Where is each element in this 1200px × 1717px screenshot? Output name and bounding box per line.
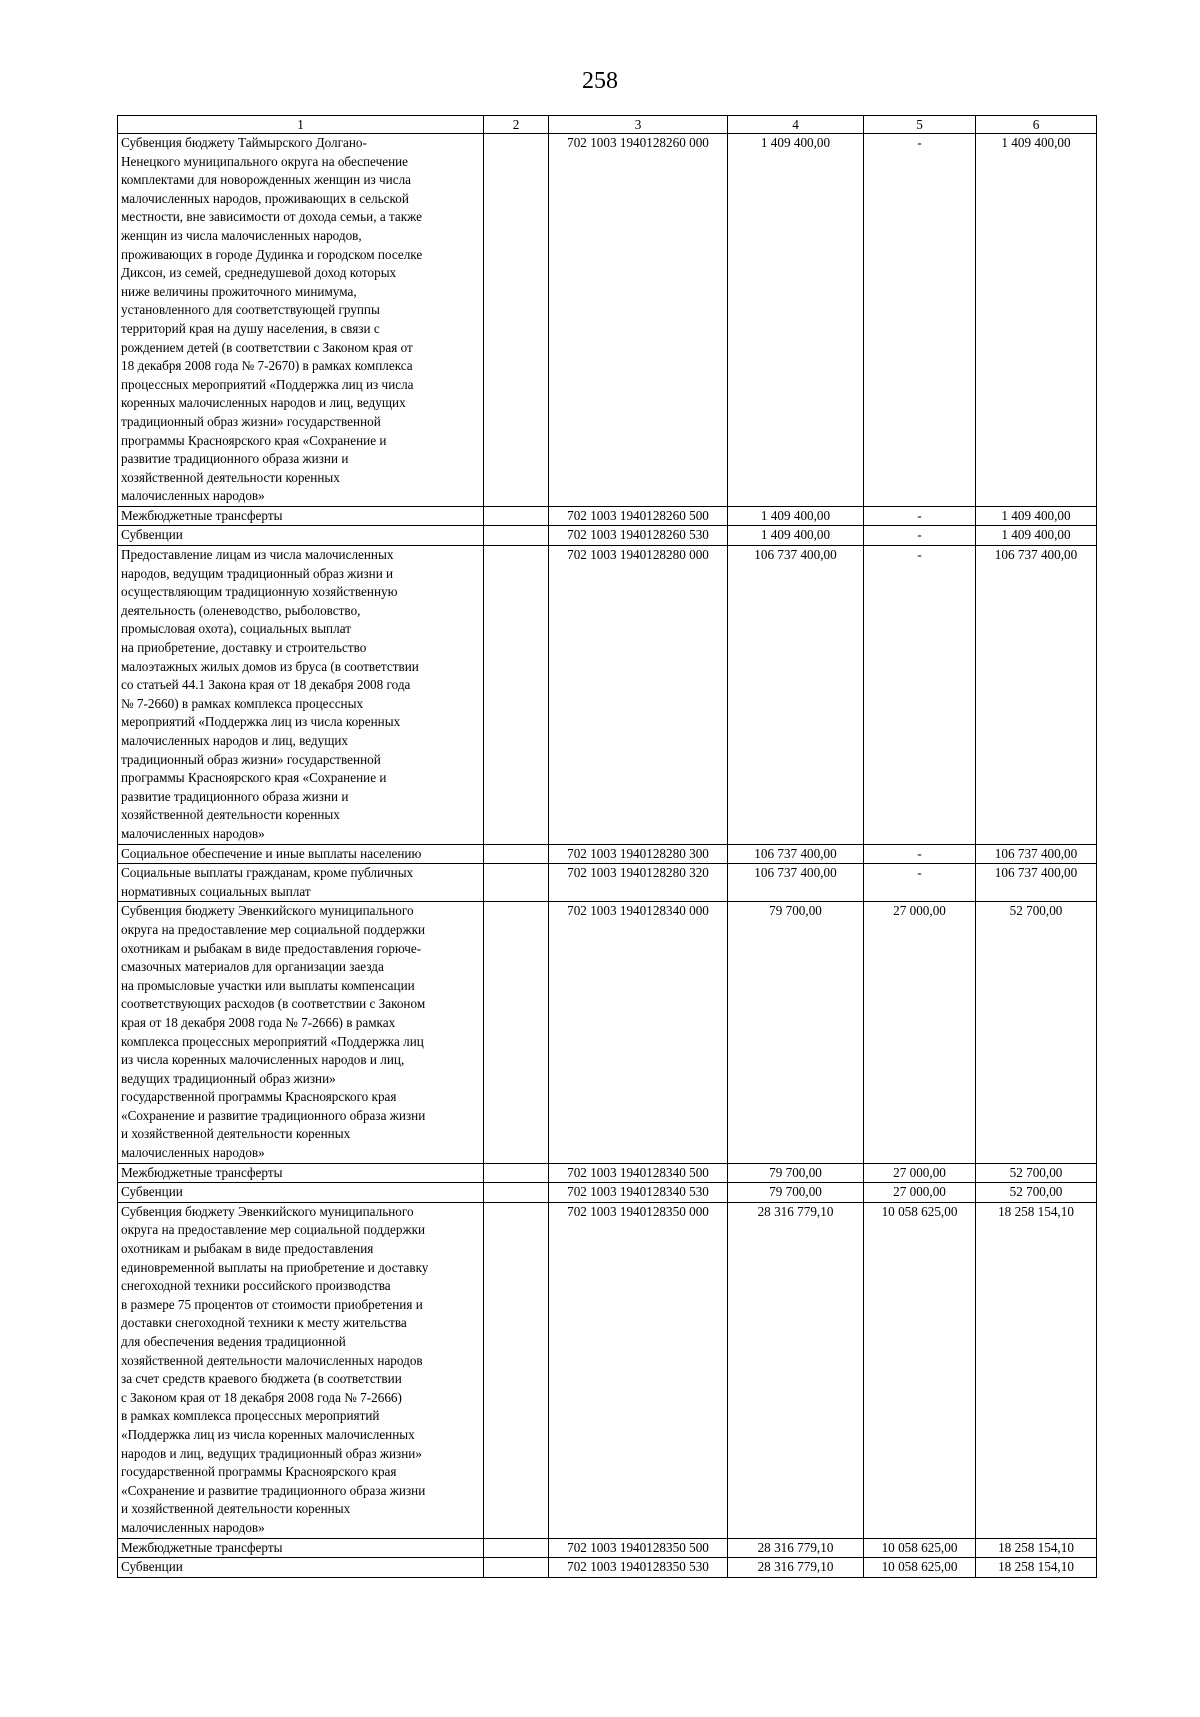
header-col-4: 4: [728, 116, 864, 134]
row-col-4-amount: 28 316 779,10: [728, 1538, 864, 1558]
row-col-6-amount: 1 409 400,00: [976, 134, 1097, 507]
row-description: Субвенции: [118, 526, 484, 546]
table-row: [118, 864, 1097, 902]
row-description: Субвенция бюджету Таймырского Долгано- Ненецкого муниципального округа на обеспечение комплектами для новорожденных женщин из числа малочисленных народов, проживающих в сельской местности, вне зависимости от дохода семьи, а также женщин из числа малочисленных народов, проживающих в городе Дудинка и городском поселке Диксон, из семей, среднедушевой доход которых ниже величины прожиточного минимума, установленного для соответствующей группы территорий края на душу населения, в связи с рождением детей (в соответствии с Законом края от 18 декабря 2008 года № 7-2670) в рамках комплекса процессных мероприятий «Поддержка лиц из числа коренных малочисленных народов и лиц, ведущих традиционный образ жизни» государственной программы Красноярского края «Сохранение и развитие традиционного образа жизни и хозяйственной деятельности коренных малочисленных народов»: [118, 134, 484, 507]
row-col-6-amount: 18 258 154,10: [976, 1202, 1097, 1538]
row-col-2: [484, 546, 549, 845]
row-budget-code: 702 1003 1940128350 500: [549, 1538, 728, 1558]
row-col-6-amount: 18 258 154,10: [976, 1558, 1097, 1578]
row-col-2: [484, 526, 549, 546]
row-col-6-amount: 52 700,00: [976, 1163, 1097, 1183]
row-description: Социальное обеспечение и иные выплаты населению: [118, 844, 484, 864]
row-budget-code: 702 1003 1940128260 530: [549, 526, 728, 546]
row-col-5-amount: -: [864, 526, 976, 546]
row-col-2: [484, 1558, 549, 1578]
row-budget-code: 702 1003 1940128260 500: [549, 506, 728, 526]
row-col-5-amount: 27 000,00: [864, 1183, 976, 1203]
row-budget-code: 702 1003 1940128340 000: [549, 902, 728, 1163]
row-description: Субвенции: [118, 1183, 484, 1203]
table-row: [118, 1183, 1097, 1203]
row-col-4-amount: 1 409 400,00: [728, 134, 864, 507]
row-col-2: [484, 134, 549, 507]
header-col-6: 6: [976, 116, 1097, 134]
row-col-2: [484, 844, 549, 864]
header-col-5: 5: [864, 116, 976, 134]
row-budget-code: 702 1003 1940128340 500: [549, 1163, 728, 1183]
row-budget-code: 702 1003 1940128280 000: [549, 546, 728, 845]
row-col-6-amount: 106 737 400,00: [976, 546, 1097, 845]
table-row: [118, 506, 1097, 526]
row-col-5-amount: 27 000,00: [864, 1163, 976, 1183]
table-row: [118, 1558, 1097, 1578]
row-col-5-amount: 10 058 625,00: [864, 1558, 976, 1578]
row-description: Межбюджетные трансферты: [118, 1163, 484, 1183]
row-col-6-amount: 106 737 400,00: [976, 844, 1097, 864]
row-description: Субвенция бюджету Эвенкийского муниципального округа на предоставление мер социальной поддержки охотникам и рыбакам в виде предоставления единовременной выплаты на приобретение и доставку снегоходной техники российского производства в размере 75 процентов от стоимости приобретения и доставки снегоходной техники к месту жительства для обеспечения ведения традиционной хозяйственной деятельности малочисленных народов за счет средств краевого бюджета (в соответствии с Законом края от 18 декабря 2008 года № 7-2666) в рамках комплекса процессных мероприятий «Поддержка лиц из числа коренных малочисленных народов и лиц, ведущих традиционный образ жизни» государственной программы Красноярского края «Сохранение и развитие традиционного образа жизни и хозяйственной деятельности коренных малочисленных народов»: [118, 1202, 484, 1538]
table-row: [118, 902, 1097, 1163]
table-row: [118, 134, 1097, 507]
row-col-6-amount: 52 700,00: [976, 902, 1097, 1163]
row-budget-code: 702 1003 1940128280 320: [549, 864, 728, 902]
row-col-2: [484, 506, 549, 526]
table-row: [118, 526, 1097, 546]
row-description: Межбюджетные трансферты: [118, 506, 484, 526]
budget-table: [117, 115, 1097, 1578]
row-col-2: [484, 1183, 549, 1203]
header-col-3: 3: [549, 116, 728, 134]
row-col-4-amount: 106 737 400,00: [728, 546, 864, 845]
table-row: [118, 1538, 1097, 1558]
table-row: [118, 844, 1097, 864]
row-col-6-amount: 1 409 400,00: [976, 506, 1097, 526]
row-col-2: [484, 864, 549, 902]
row-col-4-amount: 1 409 400,00: [728, 506, 864, 526]
row-col-5-amount: -: [864, 134, 976, 507]
row-col-4-amount: 79 700,00: [728, 1163, 864, 1183]
header-col-1: 1: [118, 116, 484, 134]
row-col-5-amount: -: [864, 844, 976, 864]
row-col-5-amount: -: [864, 546, 976, 845]
row-col-4-amount: 28 316 779,10: [728, 1558, 864, 1578]
row-budget-code: 702 1003 1940128260 000: [549, 134, 728, 507]
row-col-2: [484, 1538, 549, 1558]
table-row: [118, 546, 1097, 845]
row-col-5-amount: 27 000,00: [864, 902, 976, 1163]
row-col-4-amount: 106 737 400,00: [728, 864, 864, 902]
page-number: 258: [582, 68, 618, 94]
row-col-6-amount: 52 700,00: [976, 1183, 1097, 1203]
row-budget-code: 702 1003 1940128350 000: [549, 1202, 728, 1538]
row-col-6-amount: 1 409 400,00: [976, 526, 1097, 546]
table-row: [118, 1202, 1097, 1538]
row-budget-code: 702 1003 1940128340 530: [549, 1183, 728, 1203]
row-budget-code: 702 1003 1940128280 300: [549, 844, 728, 864]
row-col-4-amount: 79 700,00: [728, 1183, 864, 1203]
table-row: [118, 1163, 1097, 1183]
row-col-2: [484, 1163, 549, 1183]
row-description: Предоставление лицам из числа малочисленных народов, ведущим традиционный образ жизни и осуществляющим традиционную хозяйственную деятельность (оленеводство, рыболовство, промысловая охота), социальных выплат на приобретение, доставку и строительство малоэтажных жилых домов из бруса (в соответствии со статьей 44.1 Закона края от 18 декабря 2008 года № 7-2660) в рамках комплекса процессных мероприятий «Поддержка лиц из числа коренных малочисленных народов и лиц, ведущих традиционный образ жизни» государственной программы Красноярского края «Сохранение и развитие традиционного образа жизни и хозяйственной деятельности коренных малочисленных народов»: [118, 546, 484, 845]
row-col-2: [484, 902, 549, 1163]
table-header-row: [118, 116, 1097, 134]
row-col-4-amount: 79 700,00: [728, 902, 864, 1163]
row-col-5-amount: -: [864, 506, 976, 526]
row-col-5-amount: 10 058 625,00: [864, 1202, 976, 1538]
row-col-5-amount: 10 058 625,00: [864, 1538, 976, 1558]
row-budget-code: 702 1003 1940128350 530: [549, 1558, 728, 1578]
row-description: Межбюджетные трансферты: [118, 1538, 484, 1558]
row-col-5-amount: -: [864, 864, 976, 902]
header-col-2: 2: [484, 116, 549, 134]
row-col-6-amount: 106 737 400,00: [976, 864, 1097, 902]
table-body: [118, 134, 1097, 1578]
row-description: Социальные выплаты гражданам, кроме публичных нормативных социальных выплат: [118, 864, 484, 902]
row-description: Субвенция бюджету Эвенкийского муниципального округа на предоставление мер социальной поддержки охотникам и рыбакам в виде предоставления горюче- смазочных материалов для организации заезда на промысловые участки или выплаты компенсации соответствующих расходов (в соответствии с Законом края от 18 декабря 2008 года № 7-2666) в рамках комплекса процессных мероприятий «Поддержка лиц из числа коренных малочисленных народов и лиц, ведущих традиционный образ жизни» государственной программы Красноярского края «Сохранение и развитие традиционного образа жизни и хозяйственной деятельности коренных малочисленных народов»: [118, 902, 484, 1163]
row-col-4-amount: 28 316 779,10: [728, 1202, 864, 1538]
row-col-6-amount: 18 258 154,10: [976, 1538, 1097, 1558]
row-col-2: [484, 1202, 549, 1538]
row-col-4-amount: 1 409 400,00: [728, 526, 864, 546]
row-description: Субвенции: [118, 1558, 484, 1578]
row-col-4-amount: 106 737 400,00: [728, 844, 864, 864]
